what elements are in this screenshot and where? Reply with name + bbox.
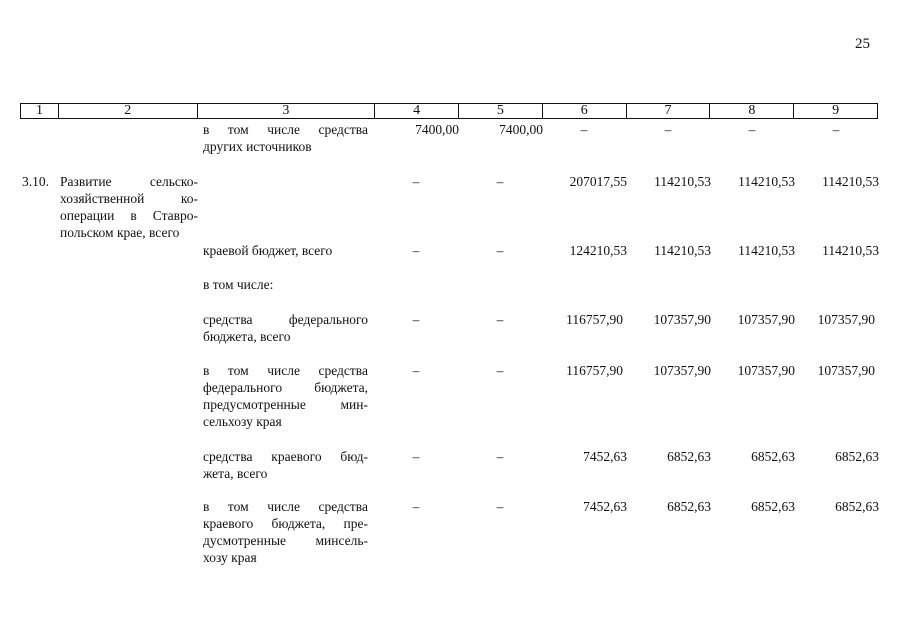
row-0-col-9: – — [832, 122, 840, 137]
row-5-description-line: федерального бюджета, — [203, 380, 368, 395]
row-7-col-5: – — [496, 499, 504, 514]
row-1-name-line: польском крае, всего — [60, 225, 180, 240]
row-6-col-9: 6852,63 — [835, 449, 879, 464]
column-header-6: 6 — [543, 104, 627, 118]
row-2-col-6: 124210,53 — [569, 243, 627, 258]
row-4-col-8: 107357,90 — [737, 312, 795, 327]
column-header-8: 8 — [710, 104, 794, 118]
row-6-col-4: – — [412, 449, 420, 464]
row-6-col-6: 7452,63 — [583, 449, 627, 464]
page-number: 25 — [855, 36, 870, 52]
row-2-col-7: 114210,53 — [654, 243, 711, 258]
row-7-description-line: в том числе средства — [203, 499, 368, 514]
row-5-description-line: в том числе средства — [203, 363, 368, 378]
row-0-col-7: – — [664, 122, 672, 137]
row-2-description: краевой бюджет, всего — [203, 243, 333, 258]
table-header — [20, 103, 878, 119]
column-header-3: 3 — [198, 104, 376, 118]
row-0-col-4: 7400,00 — [415, 122, 459, 137]
row-6-col-5: – — [496, 449, 504, 464]
row-5-col-7: 107357,90 — [653, 363, 711, 378]
column-header-2: 2 — [59, 104, 198, 118]
row-0-description-line: других источников — [203, 139, 312, 154]
row-7-col-4: – — [412, 499, 420, 514]
row-1-col-5: – — [496, 174, 504, 189]
row-2-col-8: 114210,53 — [738, 243, 795, 258]
row-0-description — [203, 121, 368, 155]
row-7-col-7: 6852,63 — [667, 499, 711, 514]
row-1-number: 3.10. — [22, 174, 49, 189]
column-header-1: 1 — [21, 104, 59, 118]
row-2-col-5: – — [496, 243, 504, 258]
row-5-col-8: 107357,90 — [737, 363, 795, 378]
row-1-col-4: – — [412, 174, 420, 189]
row-0-description-line: в том числе средства — [203, 122, 368, 137]
row-5-description-line: предусмотренные мин- — [203, 397, 368, 412]
column-header-9: 9 — [832, 103, 840, 118]
row-5-col-5: – — [496, 363, 504, 378]
row-5-col-9: 107357,90 — [817, 363, 875, 378]
column-header-4: 4 — [375, 104, 459, 118]
row-4-col-5: – — [496, 312, 504, 327]
row-5-description-line: сельхозу края — [203, 414, 282, 429]
row-1-name-line: операции в Ставро- — [60, 208, 198, 223]
row-1-name-line: Развитие сельско- — [60, 174, 198, 189]
row-6-col-7: 6852,63 — [667, 449, 711, 464]
row-5-col-4: – — [412, 363, 420, 378]
row-2-col-9: 114210,53 — [822, 243, 879, 258]
row-4-col-4: – — [412, 312, 420, 327]
row-7-description — [203, 498, 368, 566]
row-0-col-8: – — [748, 122, 756, 137]
row-3-description: в том числе: — [203, 277, 274, 292]
row-7-description-line: дусмотренные минсель- — [203, 533, 368, 548]
row-1-col-9: 114210,53 — [822, 174, 879, 189]
row-0-col-6: – — [580, 122, 588, 137]
row-6-description-line: жета, всего — [203, 466, 268, 481]
row-1-name — [60, 173, 198, 241]
row-1-col-7: 114210,53 — [654, 174, 711, 189]
row-2-col-4: – — [412, 243, 420, 258]
row-7-col-8: 6852,63 — [751, 499, 795, 514]
row-7-col-6: 7452,63 — [583, 499, 627, 514]
column-header-5: 5 — [459, 104, 543, 118]
row-7-col-9: 6852,63 — [835, 499, 879, 514]
row-4-col-6: 116757,90 — [566, 312, 623, 327]
row-4-description-line: бюджета, всего — [203, 329, 291, 344]
row-0-col-5: 7400,00 — [499, 122, 543, 137]
row-7-description-line: краевого бюджета, пре- — [203, 516, 368, 531]
row-4-description — [203, 311, 368, 345]
row-4-col-7: 107357,90 — [653, 312, 711, 327]
row-6-description — [203, 448, 368, 482]
row-1-col-8: 114210,53 — [738, 174, 795, 189]
row-5-col-6: 116757,90 — [566, 363, 623, 378]
row-1-col-6: 207017,55 — [569, 174, 627, 189]
row-6-col-8: 6852,63 — [751, 449, 795, 464]
row-1-name-line: хозяйственной ко- — [60, 191, 198, 206]
row-5-description — [203, 362, 368, 430]
row-4-col-9: 107357,90 — [817, 312, 875, 327]
column-header-7: 7 — [627, 104, 711, 118]
row-7-description-line: хозу края — [203, 550, 257, 565]
row-4-description-line: средства федерального — [203, 312, 368, 327]
row-6-description-line: средства краевого бюд- — [203, 449, 368, 464]
